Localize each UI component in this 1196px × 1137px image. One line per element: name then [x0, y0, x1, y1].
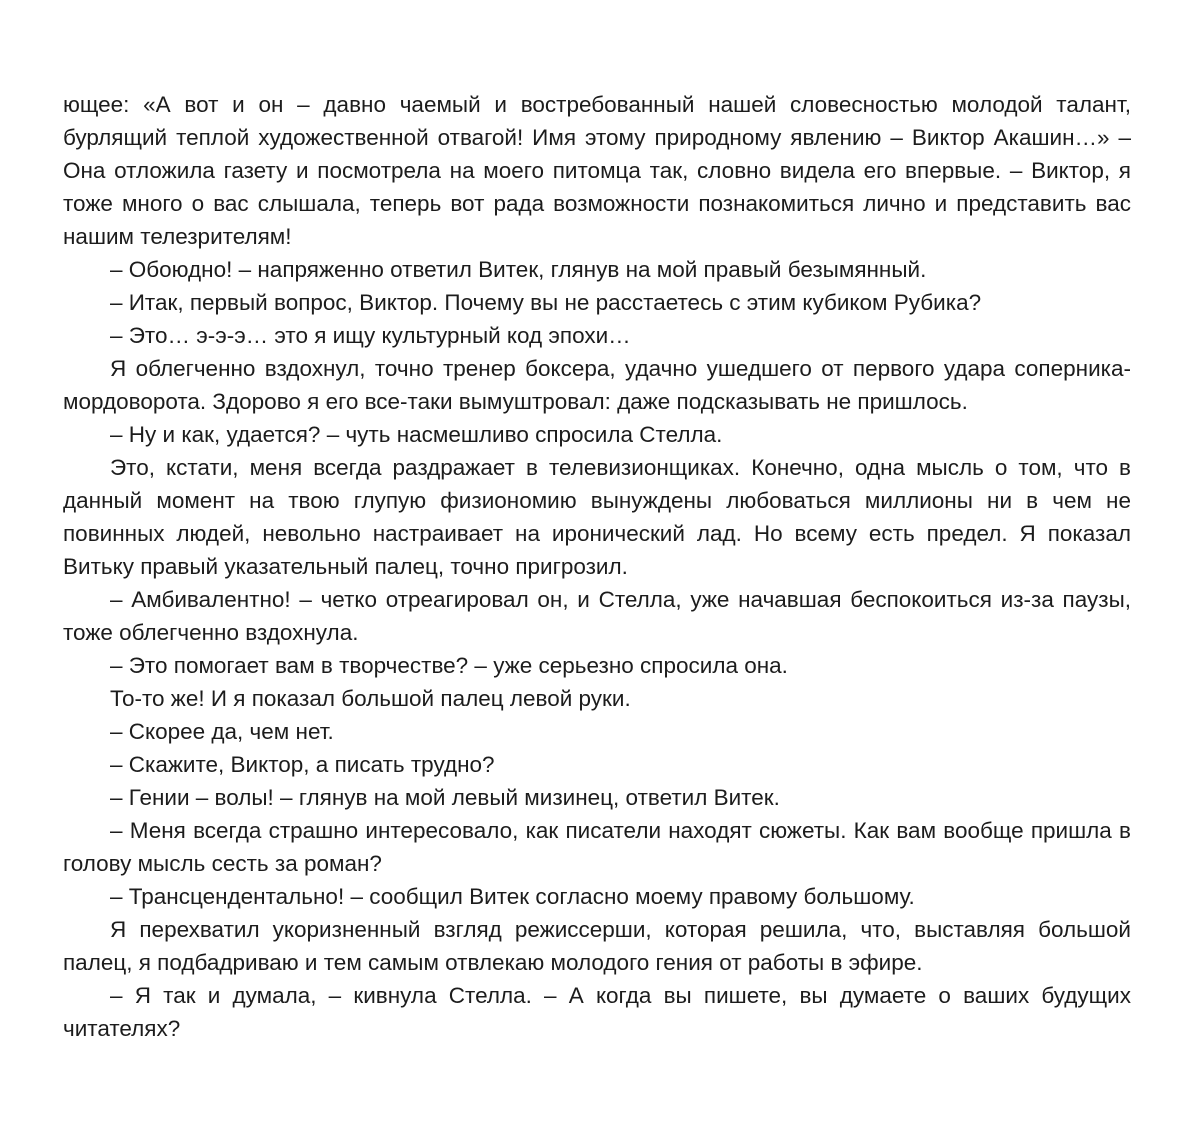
book-page: [63, 88, 1131, 1045]
paragraph: – Я так и думала, – кивнула Стелла. – А когда вы пишете, вы думаете о ваших будущих читателях?: [63, 983, 1131, 1041]
paragraph: – Это помогает вам в творчестве? – уже серьезно спросила она.: [110, 653, 788, 678]
paragraph: Я облегченно вздохнул, точно тренер боксера, удачно ушедшего от первого удара соперника-мордоворота. Здорово я его все-таки вымуштровал: даже подсказывать не пришлось.: [63, 356, 1131, 414]
paragraph: То-то же! И я показал большой палец левой руки.: [110, 686, 631, 711]
paragraph: – Это… э-э-э… это я ищу культурный код эпохи…: [110, 323, 631, 348]
paragraph: Я перехватил укоризненный взгляд режиссерши, которая решила, что, выставляя большой палец, я подбадриваю и тем самым отвлекаю молодого гения от работы в эфире.: [63, 917, 1131, 975]
paragraph: – Скажите, Виктор, а писать трудно?: [110, 752, 495, 777]
paragraph: – Ну и как, удается? – чуть насмешливо спросила Стелла.: [110, 422, 723, 447]
paragraph: ющее: «А вот и он – давно чаемый и востребованный нашей словесностью молодой талант, бурлящий теплой художественной отвагой! Имя этому природному явлению – Виктор Акашин…» – Она отложила газету и посмотрела на моего питомца так, словно видела его впервые. – Виктор, я тоже много о вас слышала, теперь вот рада возможности познакомиться лично и представить вас нашим телезрителям!: [63, 92, 1131, 249]
paragraph: – Гении – волы! – глянув на мой левый мизинец, ответил Витек.: [110, 785, 780, 810]
paragraph: – Трансцендентально! – сообщил Витек согласно моему правому большому.: [110, 884, 915, 909]
paragraph: Это, кстати, меня всегда раздражает в телевизионщиках. Конечно, одна мысль о том, что в данный момент на твою глупую физиономию вынуждены любоваться миллионы ни в чем не повинных людей, невольно настраивает на иронический лад. Но всему есть предел. Я показал Витьку правый указательный палец, точно пригрозил.: [63, 455, 1131, 579]
paragraph: – Скорее да, чем нет.: [110, 719, 334, 744]
paragraph: – Итак, первый вопрос, Виктор. Почему вы не расстаетесь с этим кубиком Рубика?: [110, 290, 982, 315]
paragraph: – Амбивалентно! – четко отреагировал он, и Стелла, уже начавшая беспокоиться из-за паузы, тоже облегченно вздохнула.: [63, 587, 1131, 645]
paragraph: – Меня всегда страшно интересовало, как писатели находят сюжеты. Как вам вообще пришла в голову мысль сесть за роман?: [63, 818, 1131, 876]
paragraph: – Обоюдно! – напряженно ответил Витек, глянув на мой правый безымянный.: [110, 257, 927, 282]
